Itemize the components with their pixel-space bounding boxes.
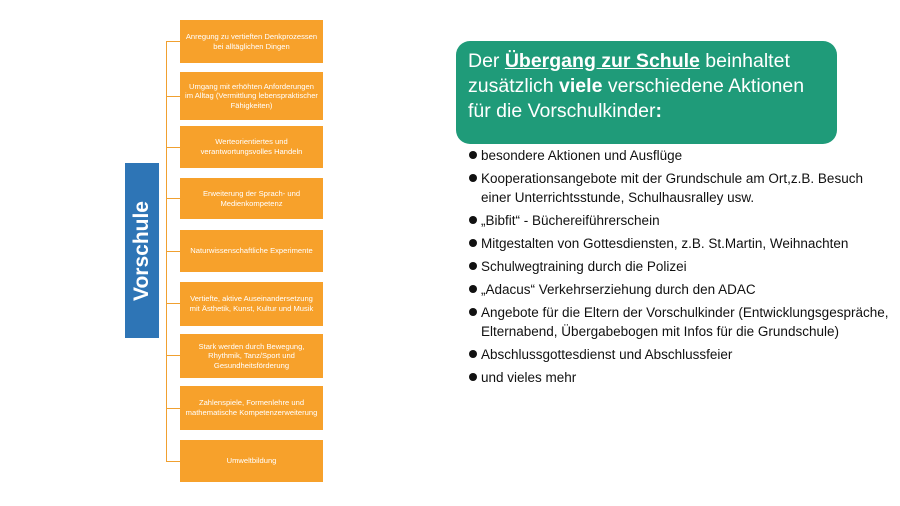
bullet-list — [469, 146, 889, 391]
connector-tick — [166, 198, 180, 199]
title-text-2: beinhaltet zusätzlich — [468, 50, 790, 97]
list-item — [469, 234, 889, 253]
connector-tick — [166, 303, 180, 304]
bullet-icon — [469, 151, 477, 159]
connector-tick — [166, 355, 180, 356]
diagram-item: Vertiefte, aktive Auseinandersetzung mit Ästhetik, Kunst, Kultur und Musik — [180, 282, 323, 326]
list-item-text: „Adacus“ Verkehrserziehung durch den ADAC — [481, 282, 756, 297]
title-bold: viele — [559, 75, 603, 97]
title-text-1: Der — [468, 50, 505, 72]
list-item — [469, 303, 889, 341]
title-box — [456, 41, 837, 144]
diagram-item: Erweiterung der Sprach- und Medienkompetenz — [180, 178, 323, 219]
bullet-icon — [469, 350, 477, 358]
connector-tick — [166, 461, 180, 462]
list-item-text: „Bibfit“ - Büchereiführerschein — [481, 213, 660, 228]
diagram-item: Umgang mit erhöhten Anforderungen im Alltag (Vermittlung lebenspraktischer Fähigkeiten) — [180, 72, 323, 120]
diagram-item: Zahlenspiele, Formenlehre und mathematische Kompetenzerweiterung — [180, 386, 323, 430]
list-item — [469, 345, 889, 364]
connector-tick — [166, 147, 180, 148]
bullet-icon — [469, 373, 477, 381]
connector-tick — [166, 96, 180, 97]
bullet-icon — [469, 308, 477, 316]
connector-tick — [166, 251, 180, 252]
bullet-icon — [469, 285, 477, 293]
connector-tick — [166, 41, 180, 42]
list-item — [469, 368, 889, 387]
vorschule-label: Vorschule — [130, 200, 154, 301]
list-item-text: Mitgestalten von Gottesdiensten, z.B. St.Martin, Weihnachten — [481, 236, 849, 251]
diagram-item: Stark werden durch Bewegung, Rhythmik, Tanz/Sport und Gesundheitsförderung — [180, 334, 323, 378]
title-text-3: verschiedene Aktionen für die Vorschulkinder — [468, 75, 805, 122]
list-item-text: Angebote für die Eltern der Vorschulkinder (Entwicklungsgespräche, Elternabend, Übergabebogen mit Infos für die Grundschule) — [481, 305, 889, 339]
diagram-item: Werteorientiertes und verantwortungsvolles Handeln — [180, 126, 323, 168]
title-colon: : — [655, 100, 663, 122]
list-item-text: besondere Aktionen und Ausflüge — [481, 148, 683, 163]
diagram-item: Umweltbildung — [180, 440, 323, 482]
vorschule-label-bar — [125, 163, 159, 338]
bullet-icon — [469, 239, 477, 247]
bullet-icon — [469, 174, 477, 182]
list-item — [469, 257, 889, 276]
list-item — [469, 211, 889, 230]
diagram-item: Anregung zu vertieften Denkprozessen bei alltäglichen Dingen — [180, 20, 323, 63]
list-item-text: Schulwegtraining durch die Polizei — [481, 259, 687, 274]
list-item — [469, 280, 889, 299]
list-item-text: Kooperationsangebote mit der Grundschule am Ort,z.B. Besuch einer Unterrichtsstunde, Schulhausralley usw. — [481, 171, 863, 205]
title-underlined: Übergang zur Schule — [504, 50, 700, 72]
diagram-item: Naturwissenschaftliche Experimente — [180, 230, 323, 272]
connector-tick — [166, 408, 180, 409]
list-item-text: und vieles mehr — [481, 370, 577, 385]
list-item-text: Abschlussgottesdienst und Abschlussfeier — [481, 347, 733, 362]
bullet-icon — [469, 216, 477, 224]
list-item — [469, 169, 889, 207]
list-item — [469, 146, 889, 165]
bullet-icon — [469, 262, 477, 270]
